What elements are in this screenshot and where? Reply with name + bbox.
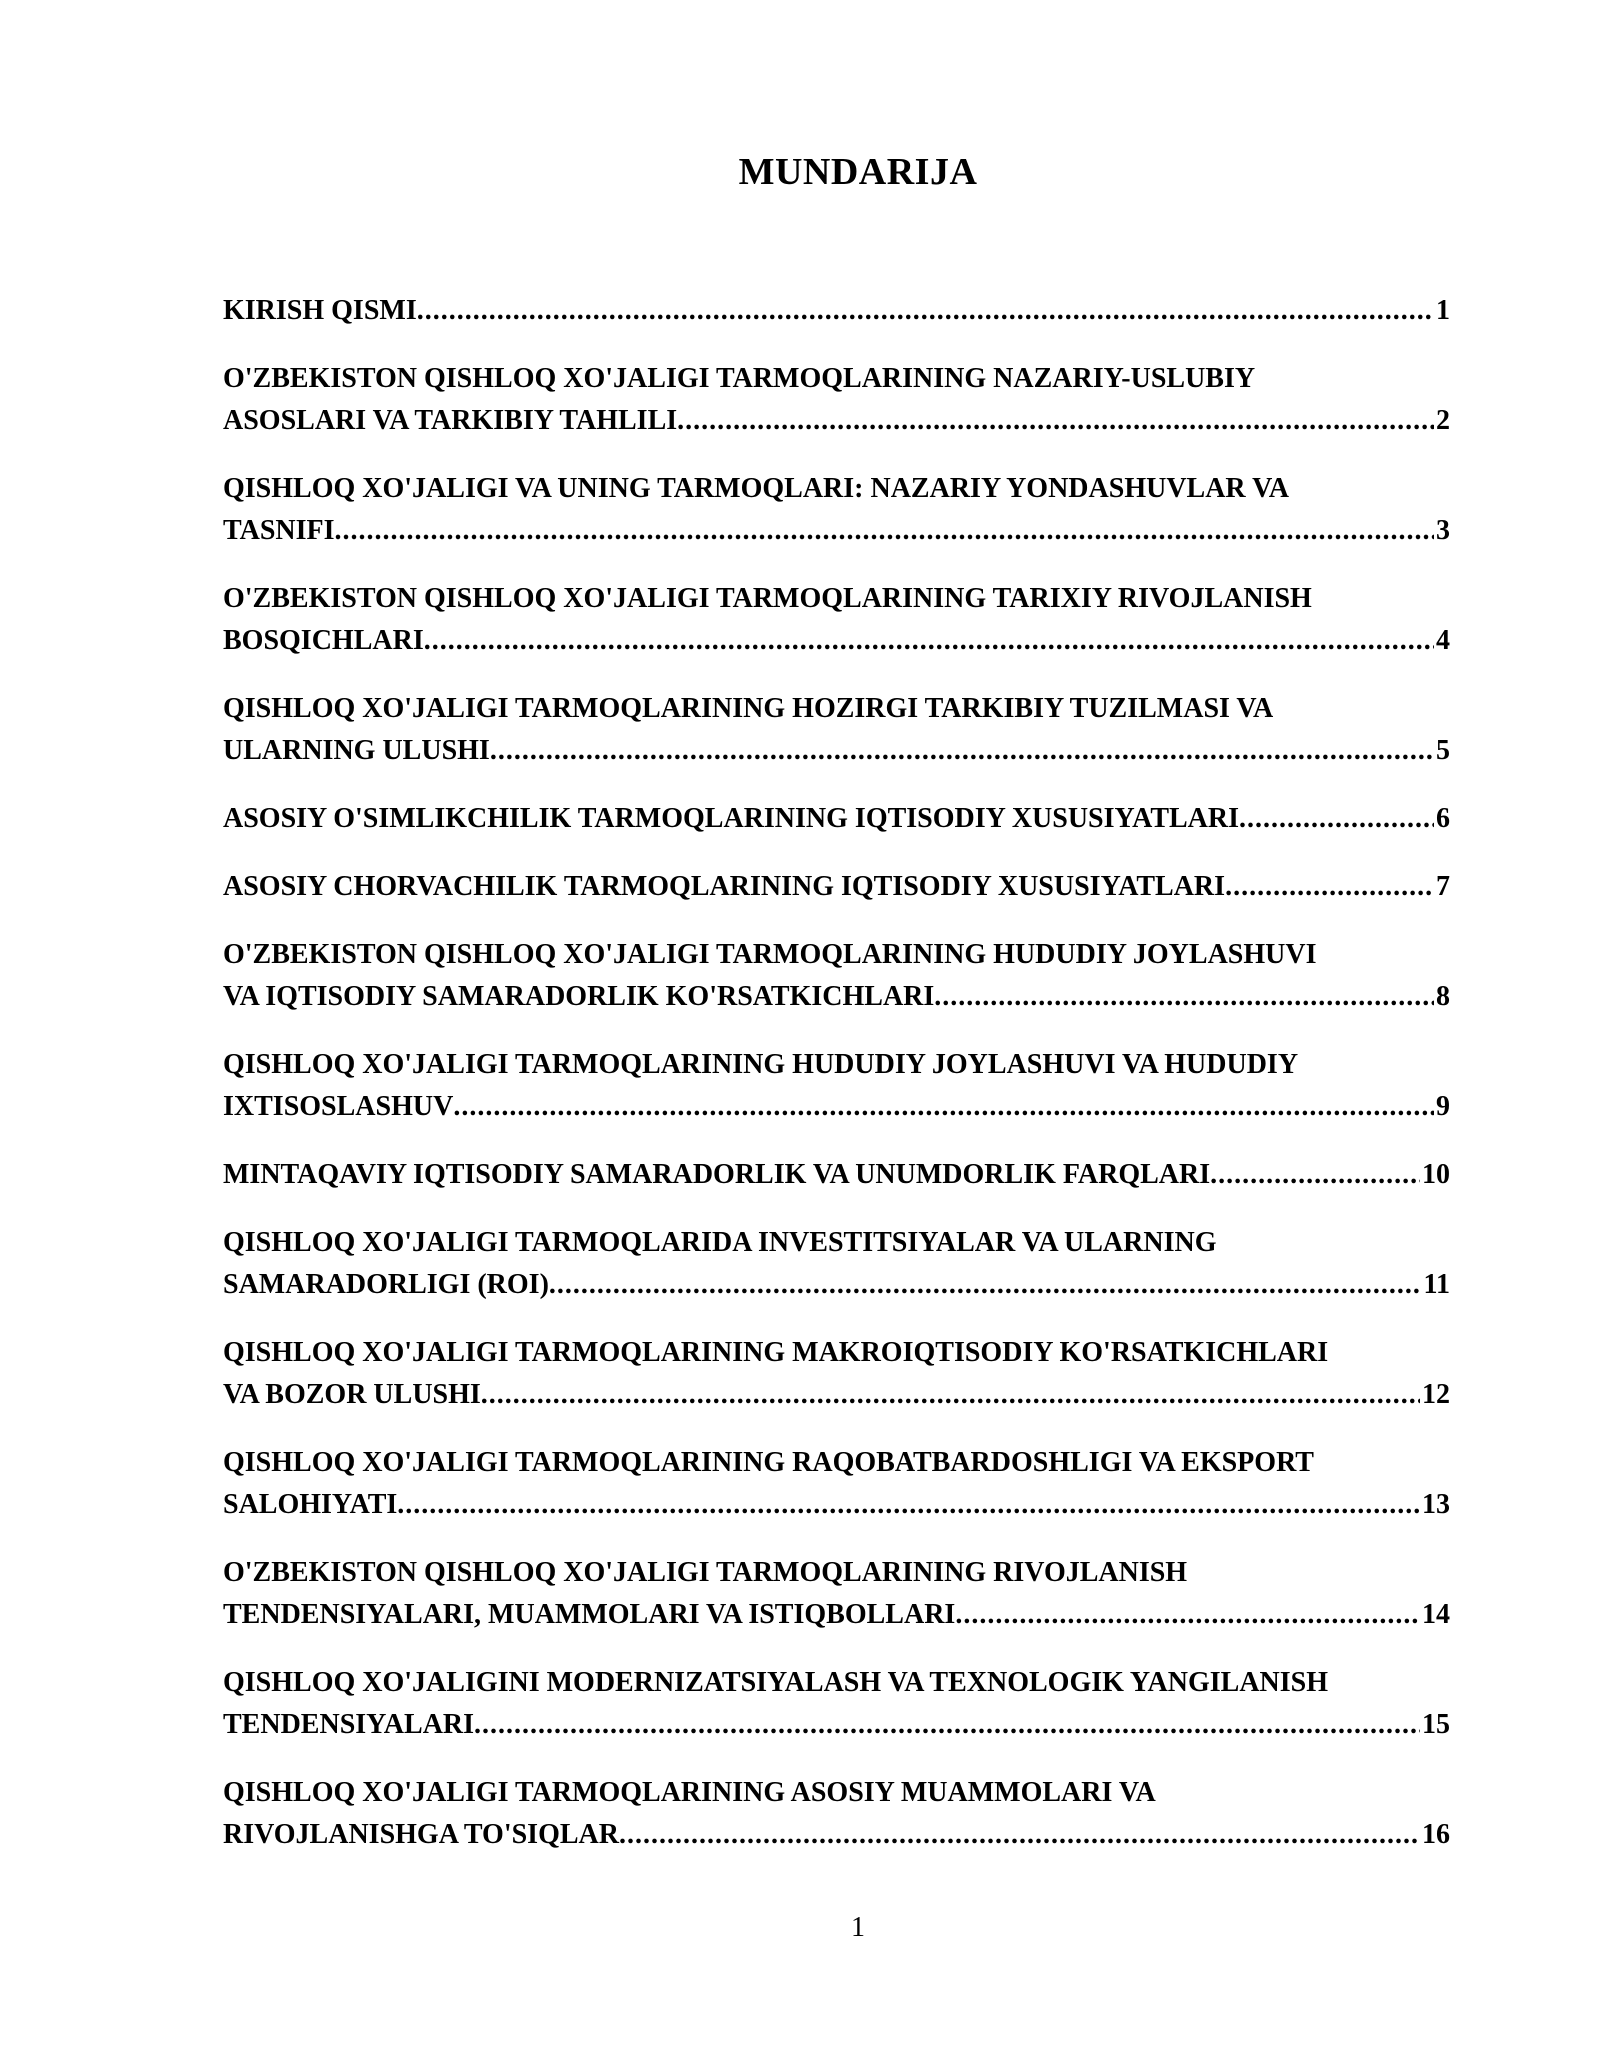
- toc-entry-text: [223, 1772, 1450, 1856]
- toc-entry-text: [223, 468, 1450, 552]
- toc-page-number: 12: [1422, 1379, 1450, 1410]
- toc-entry-text: [223, 1332, 1450, 1416]
- toc-entry-title-line: QISHLOQ XO'JALIGI TARMOQLARINING ASOSIY MUAMMOLARI VA: [223, 1777, 1156, 1808]
- toc-page-number: 2: [1436, 405, 1450, 436]
- toc-page-number: 10: [1422, 1159, 1450, 1190]
- toc-entry[interactable]: [223, 1552, 1450, 1636]
- toc-entry-text: [223, 358, 1450, 442]
- toc-entry-text: [223, 1662, 1450, 1746]
- toc-entry-title-line: ASOSIY O'SIMLIKCHILIK TARMOQLARINING IQTISODIY XUSUSIYATLARI: [223, 803, 1240, 834]
- toc-entry-text: [223, 1442, 1450, 1526]
- toc-entry-title-line: QISHLOQ XO'JALIGI TARMOQLARINING HUDUDIY JOYLASHUVI VA HUDUDIY: [223, 1049, 1299, 1080]
- page-title: MUNDARIJA: [738, 151, 978, 193]
- toc-page-number: 5: [1436, 735, 1450, 766]
- toc-entry[interactable]: [223, 934, 1450, 1018]
- dot-leader: [955, 1594, 1420, 1636]
- toc-entry[interactable]: [223, 688, 1450, 772]
- dot-leader: [490, 730, 1434, 772]
- dot-leader: [417, 290, 1434, 332]
- toc-entry-title-line: VA IQTISODIY SAMARADORLIK KO'RSATKICHLARI: [223, 981, 935, 1012]
- toc-entry-title-line: O'ZBEKISTON QISHLOQ XO'JALIGI TARMOQLARINING RIVOJLANISH: [223, 1557, 1188, 1588]
- toc-entry[interactable]: [223, 468, 1450, 552]
- page-number: 1: [851, 1912, 865, 1943]
- toc-entry-title-line: BOSQICHLARI: [223, 625, 424, 656]
- toc-entry-text: [223, 688, 1450, 772]
- toc-entry[interactable]: [223, 1154, 1450, 1196]
- toc-entry[interactable]: [223, 1772, 1450, 1856]
- toc-entry-text: [223, 1044, 1450, 1128]
- toc-page-number: 6: [1436, 803, 1450, 834]
- toc-entry-text: [223, 1552, 1450, 1636]
- dot-leader: [453, 1086, 1434, 1128]
- toc-entry-title-line: SAMARADORLIGI (ROI): [223, 1269, 549, 1300]
- table-of-contents: [223, 290, 1450, 1882]
- toc-entry-title-line: VA BOZOR ULUSHI: [223, 1379, 481, 1410]
- toc-entry-text: [223, 290, 1450, 332]
- dot-leader: [934, 976, 1434, 1018]
- toc-entry-title-line: QISHLOQ XO'JALIGINI MODERNIZATSIYALASH VA TEXNOLOGIK YANGILANISH: [223, 1667, 1329, 1698]
- dot-leader: [335, 510, 1434, 552]
- toc-entry[interactable]: [223, 798, 1450, 840]
- toc-entry-title-line: TENDENSIYALARI, MUAMMOLARI VA ISTIQBOLLARI: [223, 1599, 956, 1630]
- toc-entry-title-line: KIRISH QISMI: [223, 295, 417, 326]
- toc-entry-title-line: MINTAQAVIY IQTISODIY SAMARADORLIK VA UNUMDORLIK FARQLARI: [223, 1159, 1211, 1190]
- toc-entry-text: [223, 1154, 1450, 1196]
- toc-entry-title-line: QISHLOQ XO'JALIGI TARMOQLARINING RAQOBATBARDOSHLIGI VA EKSPORT: [223, 1447, 1314, 1478]
- dot-leader: [481, 1374, 1420, 1416]
- toc-entry-text: [223, 798, 1450, 840]
- dot-leader: [1210, 1154, 1420, 1196]
- toc-entry-text: [223, 578, 1450, 662]
- toc-entry-text: [223, 934, 1450, 1018]
- toc-entry-title-line: SALOHIYATI: [223, 1489, 398, 1520]
- toc-entry[interactable]: [223, 1442, 1450, 1526]
- toc-entry-title-line: O'ZBEKISTON QISHLOQ XO'JALIGI TARMOQLARINING TARIXIY RIVOJLANISH: [223, 583, 1312, 614]
- toc-entry[interactable]: [223, 1662, 1450, 1746]
- dot-leader: [424, 620, 1434, 662]
- toc-page-number: 11: [1423, 1269, 1450, 1300]
- toc-entry-title-line: QISHLOQ XO'JALIGI TARMOQLARINING HOZIRGI TARKIBIY TUZILMASI VA: [223, 693, 1274, 724]
- toc-page-number: 7: [1436, 871, 1450, 902]
- toc-page-number: 16: [1422, 1819, 1450, 1850]
- toc-entry-text: [223, 866, 1450, 908]
- toc-page-number: 3: [1436, 515, 1450, 546]
- toc-entry[interactable]: [223, 578, 1450, 662]
- toc-entry-title-line: ASOSLARI VA TARKIBIY TAHLILI: [223, 405, 678, 436]
- toc-entry-title-line: ULARNING ULUSHI: [223, 735, 490, 766]
- toc-entry-title-line: ASOSIY CHORVACHILIK TARMOQLARINING IQTISODIY XUSUSIYATLARI: [223, 871, 1226, 902]
- toc-entry[interactable]: [223, 866, 1450, 908]
- toc-entry-title-line: O'ZBEKISTON QISHLOQ XO'JALIGI TARMOQLARINING NAZARIY-USLUBIY: [223, 363, 1256, 394]
- toc-entry-text: [223, 1222, 1450, 1306]
- dot-leader: [474, 1704, 1420, 1746]
- toc-entry[interactable]: [223, 290, 1450, 332]
- toc-page-number: 15: [1422, 1709, 1450, 1740]
- dot-leader: [677, 400, 1434, 442]
- toc-entry-title-line: IXTISOSLASHUV: [223, 1091, 454, 1122]
- toc-page-number: 4: [1436, 625, 1450, 656]
- toc-entry[interactable]: [223, 1222, 1450, 1306]
- toc-page-number: 1: [1436, 295, 1450, 326]
- toc-entry[interactable]: [223, 358, 1450, 442]
- dot-leader: [397, 1484, 1420, 1526]
- toc-page-number: 14: [1422, 1599, 1450, 1630]
- toc-entry-title-line: TASNIFI: [223, 515, 335, 546]
- dot-leader: [549, 1264, 1422, 1306]
- toc-page-number: 8: [1436, 981, 1450, 1012]
- toc-entry-title-line: O'ZBEKISTON QISHLOQ XO'JALIGI TARMOQLARINING HUDUDIY JOYLASHUVI: [223, 939, 1317, 970]
- toc-page-number: 13: [1422, 1489, 1450, 1520]
- dot-leader: [619, 1814, 1420, 1856]
- dot-leader: [1239, 798, 1434, 840]
- toc-entry-title-line: QISHLOQ XO'JALIGI TARMOQLARINING MAKROIQTISODIY KO'RSATKICHLARI: [223, 1337, 1329, 1368]
- toc-page-number: 9: [1436, 1091, 1450, 1122]
- toc-entry[interactable]: [223, 1044, 1450, 1128]
- toc-entry-title-line: QISHLOQ XO'JALIGI TARMOQLARIDA INVESTITSIYALAR VA ULARNING: [223, 1227, 1217, 1258]
- toc-entry-title-line: QISHLOQ XO'JALIGI VA UNING TARMOQLARI: NAZARIY YONDASHUVLAR VA: [223, 473, 1289, 504]
- dot-leader: [1225, 866, 1434, 908]
- toc-entry[interactable]: [223, 1332, 1450, 1416]
- toc-entry-title-line: TENDENSIYALARI: [223, 1709, 475, 1740]
- toc-entry-title-line: RIVOJLANISHGA TO'SIQLAR: [223, 1819, 619, 1850]
